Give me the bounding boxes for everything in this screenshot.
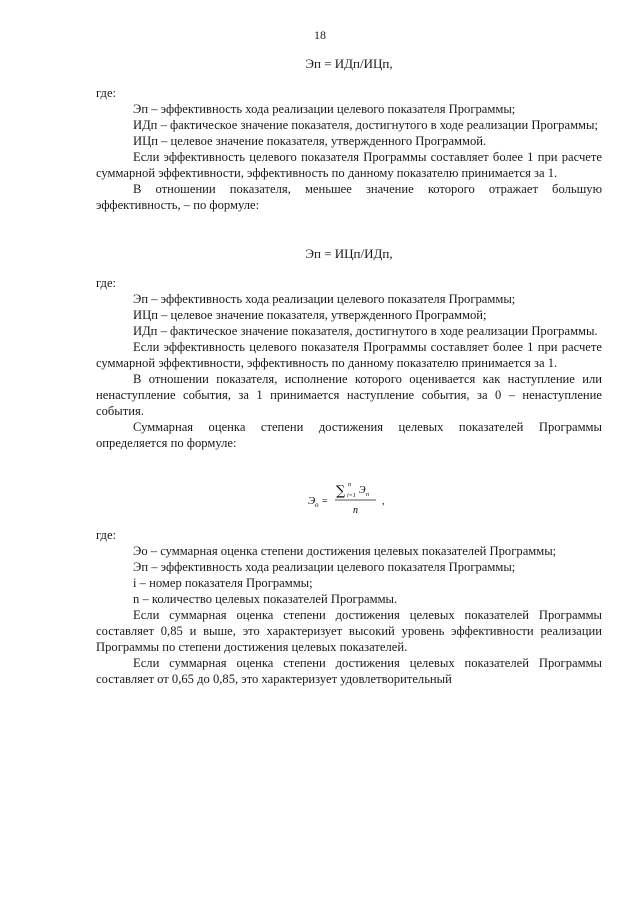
formula-term: Э — [359, 485, 366, 496]
explanation-block-2 — [96, 291, 602, 451]
paragraph: ИЦп – целевое значение показателя, утвержденного Программой. — [133, 134, 487, 148]
explanation-block-3 — [96, 543, 602, 687]
svg-text:=: = — [322, 496, 328, 507]
paragraph: Если эффективность целевого показателя Программы составляет более 1 при расчете суммарной эффективности, эффективность по данному показателю принимается за 1. — [96, 150, 602, 180]
paragraph: Эп – эффективность хода реализации целевого показателя Программы; — [133, 102, 516, 116]
where-label: где: — [96, 528, 117, 542]
formula-denominator: n — [353, 505, 358, 516]
paragraph: Если суммарная оценка степени достижения целевых показателей Программы составляет 0,85 и выше, это характеризует высокий уровень эффективности реализации Программы по степени достижения целевых показателей. — [96, 608, 602, 654]
sigma-lower-limit: i=1 — [347, 493, 356, 499]
paragraph: i – номер показателя Программы; — [133, 576, 313, 590]
paragraph: Эп – эффективность хода реализации целевого показателя Программы; — [133, 560, 516, 574]
paragraph: Если суммарная оценка степени достижения целевых показателей Программы составляет от 0,65 до 0,85, это характеризует удовлетворительный — [96, 656, 602, 686]
paragraph: Эо – суммарная оценка степени достижения целевых показателей Программы; — [133, 544, 557, 558]
paragraph: Эп – эффективность хода реализации целевого показателя Программы; — [133, 292, 516, 306]
paragraph: В отношении показателя, исполнение которого оценивается как наступление или ненаступление события, за 1 принимается наступление события, за 0 – ненаступление события. — [96, 372, 602, 418]
formula-efficiency-direct: Эп = ИДп/ИЦп, — [305, 56, 393, 71]
formula-tail: , — [382, 496, 385, 507]
paragraph: Суммарная оценка степени достижения целевых показателей Программы определяется по формуле: — [96, 420, 602, 450]
where-label: где: — [96, 276, 117, 290]
paragraph: В отношении показателя, меньшее значение которого отражает большую эффективность, – по формуле: — [96, 182, 602, 212]
paragraph: Если эффективность целевого показателя Программы составляет более 1 при расчете суммарной эффективности, эффективность по данному показателю принимается за 1. — [96, 340, 602, 370]
paragraph: ИЦп – целевое значение показателя, утвержденного Программой; — [133, 308, 487, 322]
sigma-sign: ∑ — [336, 484, 346, 499]
paragraph: n – количество целевых показателей Программы. — [133, 592, 398, 606]
paragraph: ИДп – фактическое значение показателя, достигнутого в ходе реализации Программы; — [133, 118, 598, 132]
sigma-upper-limit: n — [348, 482, 351, 488]
formula-efficiency-inverse: Эп = ИЦп/ИДп, — [305, 246, 393, 261]
formula-lhs: Э — [308, 495, 316, 507]
formula-lhs-subscript: о — [315, 501, 319, 509]
formula-term-subscript: п — [366, 492, 369, 498]
paragraph: ИДп – фактическое значение показателя, достигнутого в ходе реализации Программы. — [133, 324, 598, 338]
explanation-block-1 — [96, 101, 602, 213]
summary-formula — [300, 478, 400, 518]
where-label: где: — [96, 86, 117, 100]
page-number: 18 — [314, 28, 326, 42]
